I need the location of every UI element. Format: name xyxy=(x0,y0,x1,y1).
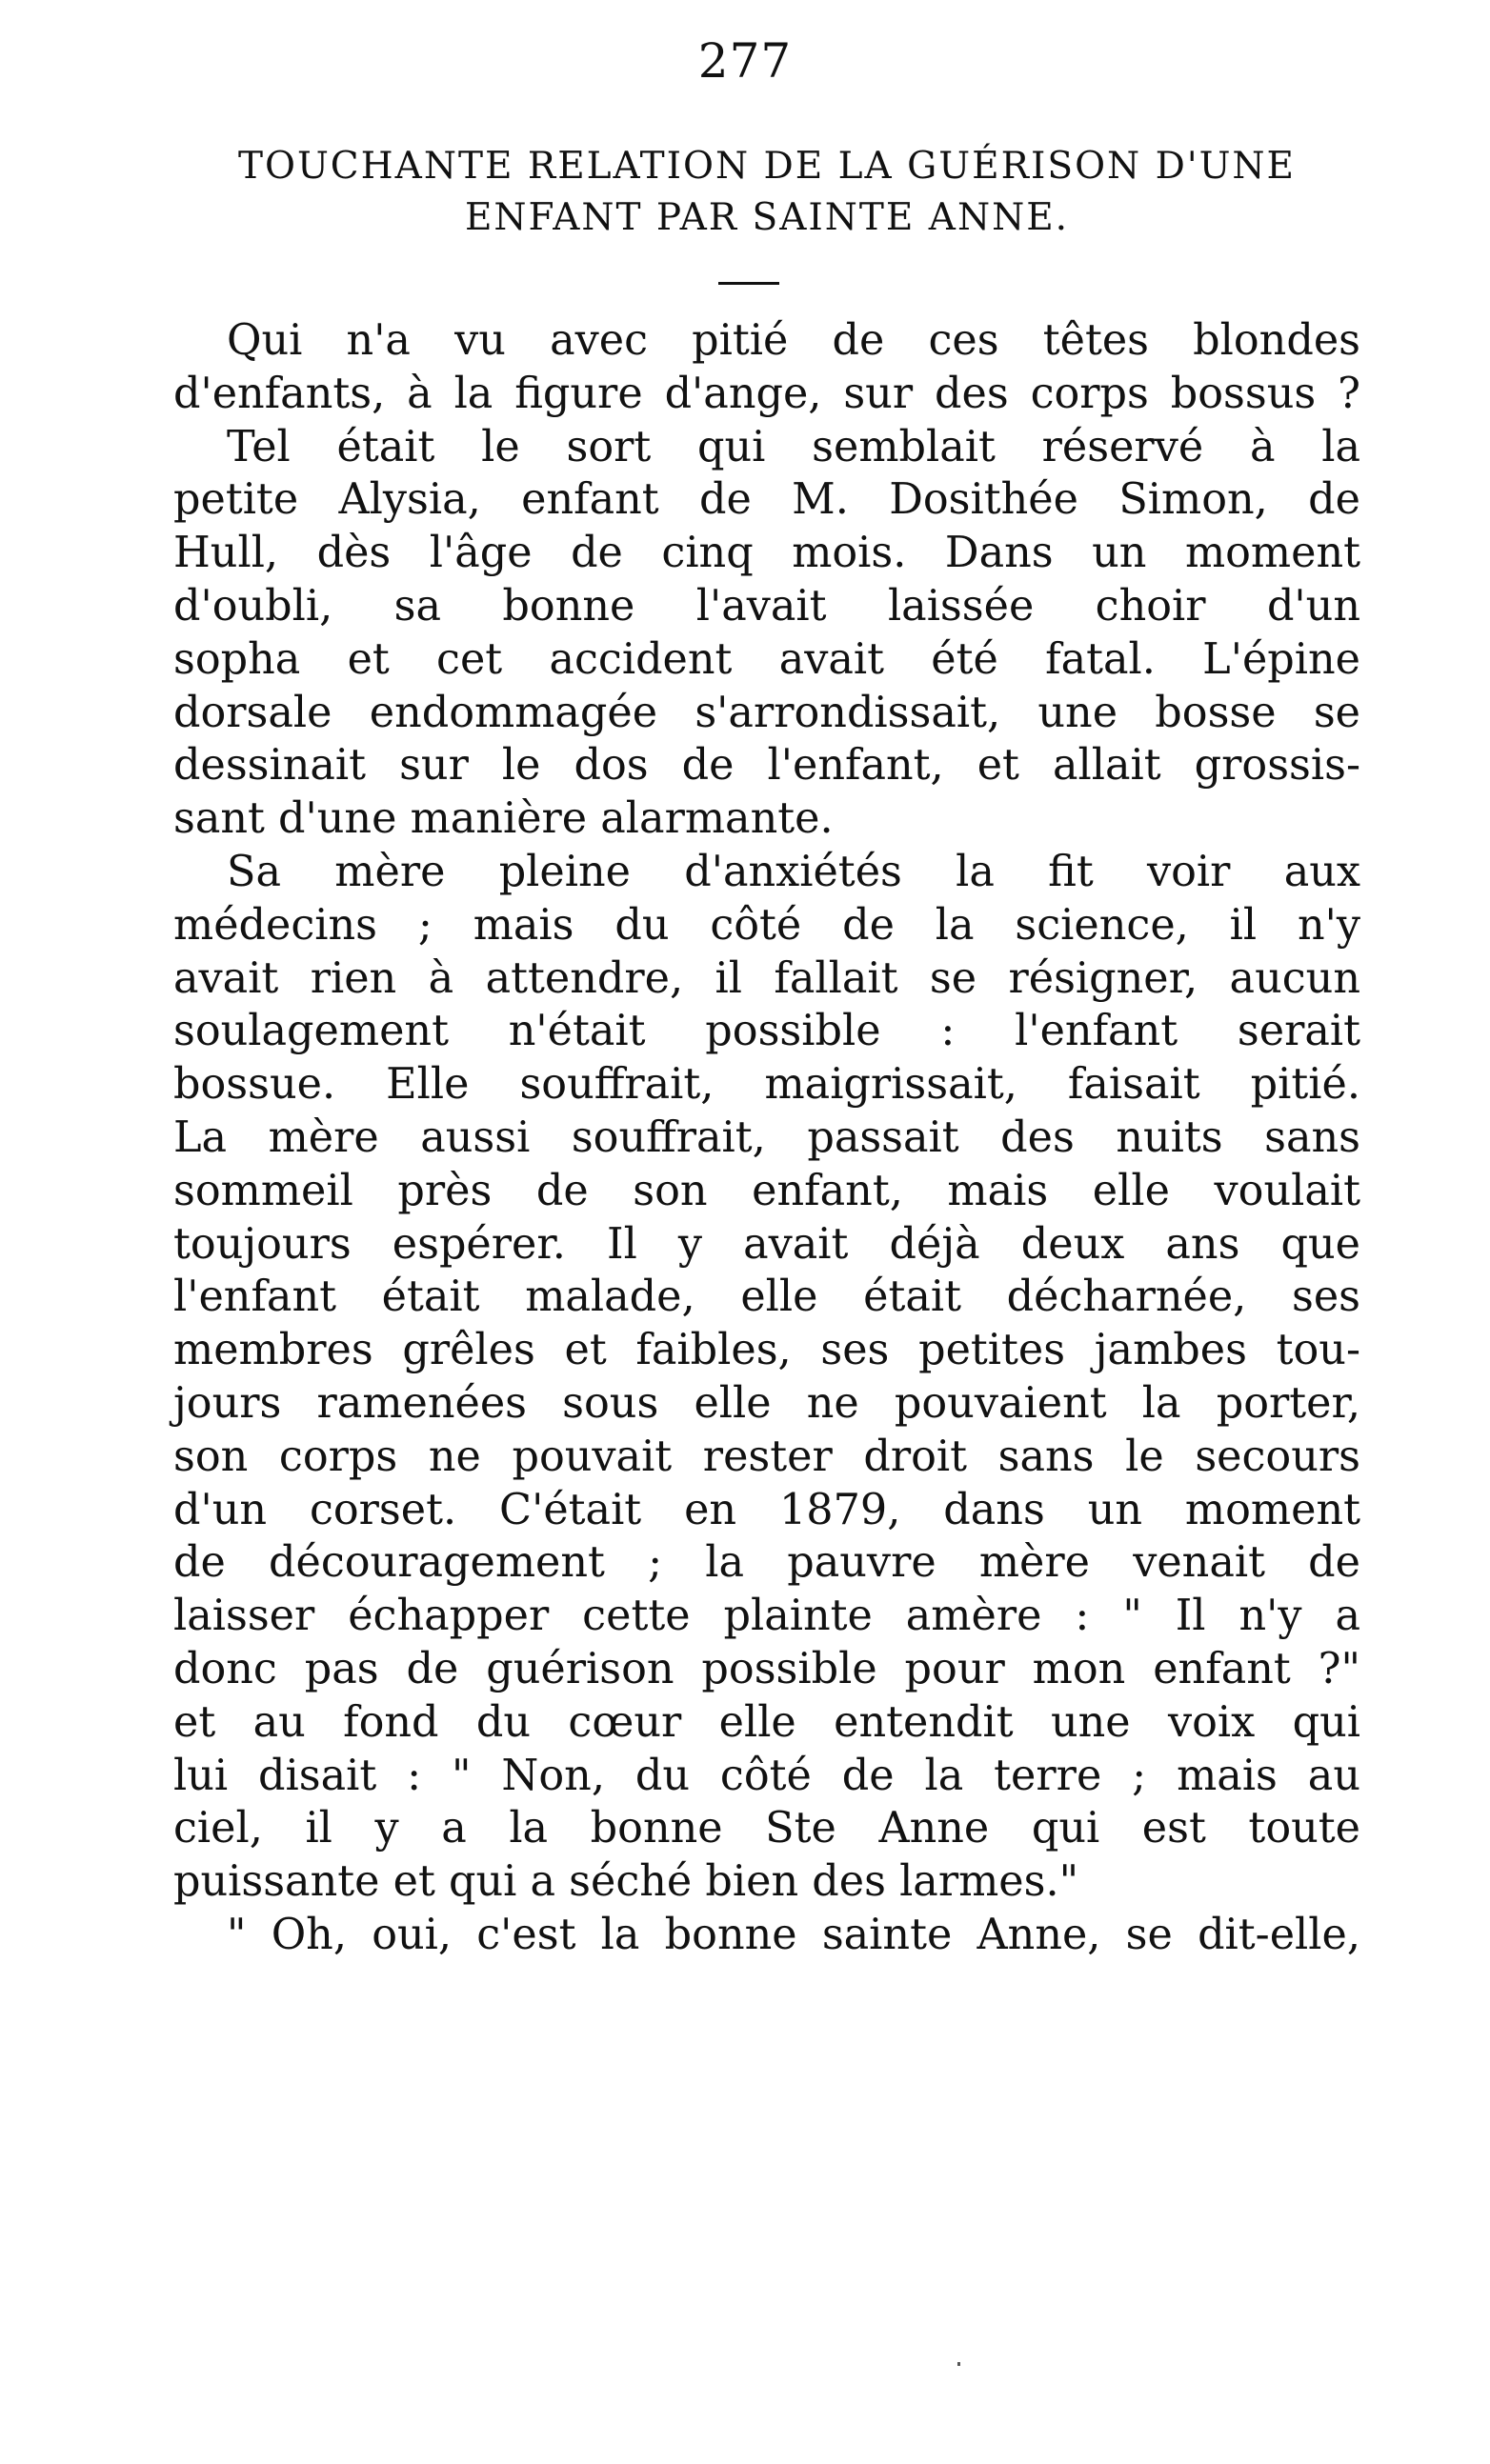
text-line: dorsale endommagée s'arrondissait, une bosse se xyxy=(173,688,1360,737)
text-line: Sa mère pleine d'anxiétés la fit voir aux xyxy=(227,847,1360,896)
chapter-heading xyxy=(181,141,1353,244)
text-line: l'enfant était malade, elle était décharnée, ses xyxy=(173,1272,1360,1322)
text-line: d'un corset. C'était en 1879, dans un moment xyxy=(173,1485,1360,1534)
text-line: d'oubli, sa bonne l'avait laissée choir d'un xyxy=(173,581,1360,631)
text-line: Tel était le sort qui semblait réservé à la xyxy=(227,422,1360,471)
text-line: sommeil près de son enfant, mais elle voulait xyxy=(173,1166,1360,1215)
text-line: donc pas de guérison possible pour mon enfant ?" xyxy=(173,1644,1360,1693)
text-line: petite Alysia, enfant de M. Dosithée Simon, de xyxy=(173,475,1360,525)
text-line: laisser échapper cette plainte amère : " Il n'y a xyxy=(173,1592,1360,1641)
text-line: membres grêles et faibles, ses petites jambes tou- xyxy=(173,1326,1360,1375)
text-line: son corps ne pouvait rester droit sans le secours xyxy=(173,1432,1360,1481)
text-line: avait rien à attendre, il fallait se résigner, aucun xyxy=(173,953,1360,1003)
text-line: de découragement ; la pauvre mère venait de xyxy=(173,1538,1360,1588)
text-line: puissante et qui a séché bien des larmes." xyxy=(173,1857,1079,1907)
text-line: sant d'une manière alarmante. xyxy=(173,794,834,844)
ink-speck xyxy=(957,2362,960,2366)
text-line: Hull, dès l'âge de cinq mois. Dans un moment xyxy=(173,529,1360,578)
section-divider xyxy=(718,282,779,285)
text-line: médecins ; mais du côté de la science, il n'y xyxy=(173,900,1360,950)
text-line: La mère aussi souffrait, passait des nuits sans xyxy=(173,1112,1360,1162)
text-line: Qui n'a vu avec pitié de ces têtes blondes xyxy=(227,316,1360,365)
heading-line: ENFANT PAR SAINTE ANNE. xyxy=(464,196,1070,239)
text-line: toujours espérer. Il y avait déjà deux ans que xyxy=(173,1219,1360,1269)
text-line: " Oh, oui, c'est la bonne sainte Anne, se dit-elle, xyxy=(227,1910,1360,1959)
heading-line: TOUCHANTE RELATION DE LA GUÉRISON D'UNE xyxy=(237,145,1297,188)
text-line: jours ramenées sous elle ne pouvaient la porter, xyxy=(173,1378,1360,1428)
text-line: d'enfants, à la figure d'ange, sur des corps bossus ? xyxy=(173,369,1360,418)
text-line: lui disait : " Non, du côté de la terre ; mais au xyxy=(173,1751,1360,1800)
text-line: bossue. Elle souffrait, maigrissait, faisait pitié. xyxy=(173,1060,1360,1110)
text-line: et au fond du cœur elle entendit une voix qui xyxy=(173,1697,1360,1747)
body-text xyxy=(173,314,1360,1962)
text-line: dessinait sur le dos de l'enfant, et allait grossis- xyxy=(173,741,1360,791)
text-line: soulagement n'était possible : l'enfant serait xyxy=(173,1007,1360,1056)
page-number: 277 xyxy=(697,33,793,89)
text-line: ciel, il y a la bonne Ste Anne qui est toute xyxy=(173,1804,1360,1853)
text-line: sopha et cet accident avait été fatal. L'épine xyxy=(173,634,1360,684)
